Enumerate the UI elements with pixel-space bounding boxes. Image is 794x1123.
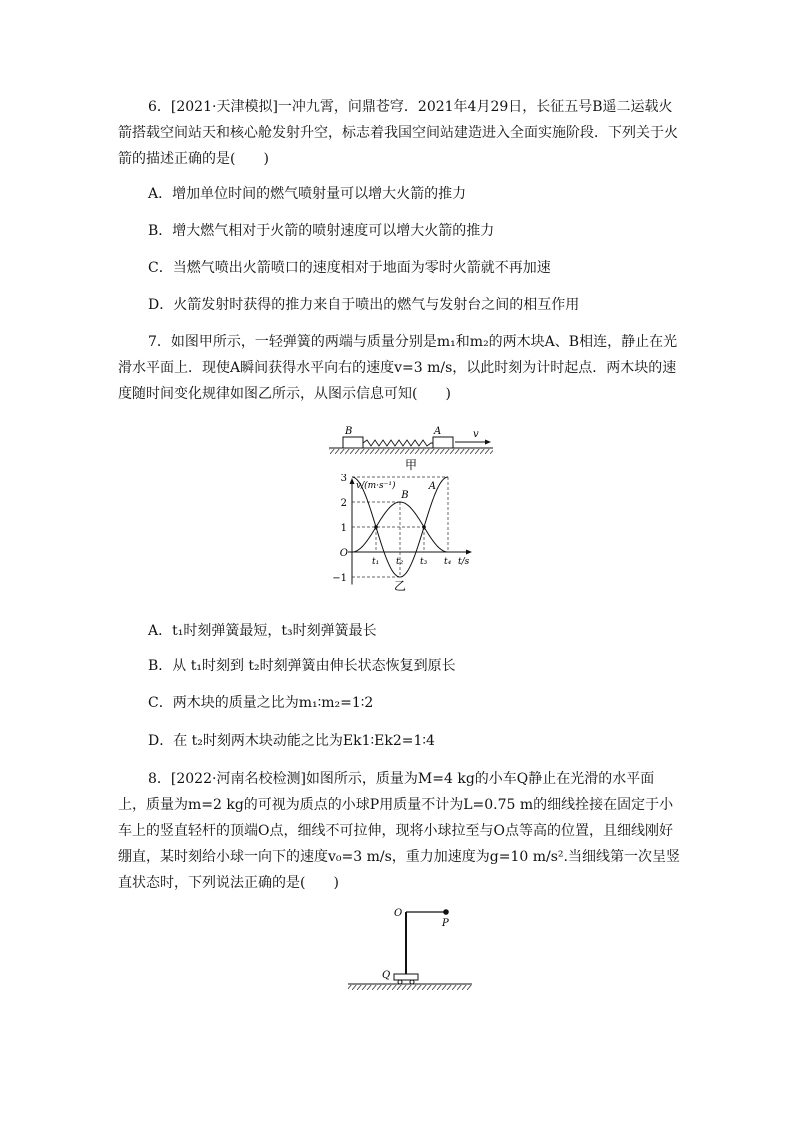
label-b: B [345, 426, 353, 437]
curve-label-a: A [428, 481, 437, 492]
q7-option-a: A．t₁时刻弹簧最短，t₃时刻弹簧最长 [148, 623, 377, 639]
q8-stem: 8．[2022·河南名校检测]如图所示，质量为M=4 kg的小车Q静止在光滑的水平面上，质量为m=2 kg的可视为质点的小球P用质量不计为L=0.75 m的细线拴接在固定于小车上的竖直轻杆的顶端O点，细线不可拉伸，现将小球拉至与O点等高的位置，且细线刚好绷直，某时刻给小球一向下的速度v₀=3 m/s，重力加速度为g=10 m/s².当细线第一次呈竖直状态时，下列说法正确的是( ) [118, 771, 680, 891]
figure-jia [325, 424, 505, 472]
x-tick-label: t₂ [396, 557, 404, 567]
y-axis-arrow [350, 478, 355, 484]
x-axis-label: t/s [458, 557, 470, 567]
q7-option-c: C．两木块的质量之比为m₁∶m₂=1∶2 [148, 695, 374, 711]
ground-hatch [329, 449, 493, 454]
q6-option-a: A．增加单位时间的燃气喷射量可以增大火箭的推力 [148, 186, 467, 202]
intersection-t1 [374, 525, 378, 529]
q6-option-c: C．当燃气喷出火箭喷口的速度相对于地面为零时火箭就不再加速 [148, 260, 551, 276]
label-v: v [473, 429, 479, 440]
label-p: P [442, 918, 449, 929]
x-tick-label: t₃ [420, 557, 428, 567]
label-o: O [394, 908, 403, 919]
figure-yi-chart [330, 474, 490, 594]
block-a [433, 437, 453, 448]
figure-q8 [342, 900, 482, 998]
caption-yi: 乙 [394, 579, 407, 593]
spring [363, 440, 433, 446]
intersection-t3 [422, 525, 426, 529]
y-tick-label: 1 [340, 523, 347, 534]
wheel-right [410, 980, 414, 984]
label-a: A [434, 426, 442, 437]
x-axis-arrow [466, 550, 472, 555]
y-tick-label: 2 [340, 498, 347, 509]
x-tick-label: t₁ [372, 557, 380, 567]
curve-label-b: B [401, 490, 409, 501]
y-tick-label: −1 [332, 573, 347, 584]
q7-option-d: D．在 t₂时刻两木块动能之比为Ek1∶Ek2=1∶4 [148, 733, 435, 749]
x-tick-label: t₄ [444, 557, 452, 567]
cart-q [394, 974, 418, 980]
q6-option-d: D．火箭发射时获得的推力来自于喷出的燃气与发射台之间的相互作用 [148, 297, 580, 313]
y-axis-label: v/(m·s⁻¹) [356, 481, 396, 491]
block-b [343, 437, 363, 448]
ground-hatch-q8 [348, 985, 472, 990]
wheel-left [398, 980, 402, 984]
q6-stem: 6．[2021·天津模拟]一冲九霄，问鼎苍穹．2021年4月29日，长征五号B遥二运载火箭搭载空间站天和核心舱发射升空，标志着我国空间站建造进入全面实施阶段．下列关于火箭的描述正确的是( ) [118, 99, 678, 167]
arrow-head [485, 440, 491, 445]
q7-option-b: B．从 t₁时刻到 t₂时刻弹簧由伸长状态恢复到原长 [148, 658, 456, 674]
ball-p [443, 909, 449, 915]
origin-label: O [339, 548, 348, 559]
label-q: Q [382, 970, 391, 981]
q7-stem: 7．如图甲所示，一轻弹簧的两端与质量分别是m₁和m₂的两木块A、B相连，静止在光滑水平面上．现使A瞬间获得水平向右的速度v=3 m/s，以此时刻为计时起点．两木块的速度随时间变化规律如图乙所示，从图示信息可知( ) [118, 334, 678, 402]
y-tick-label: 3 [340, 474, 347, 484]
caption-jia: 甲 [405, 458, 418, 472]
q6-option-b: B．增大燃气相对于火箭的喷射速度可以增大火箭的推力 [148, 223, 495, 239]
